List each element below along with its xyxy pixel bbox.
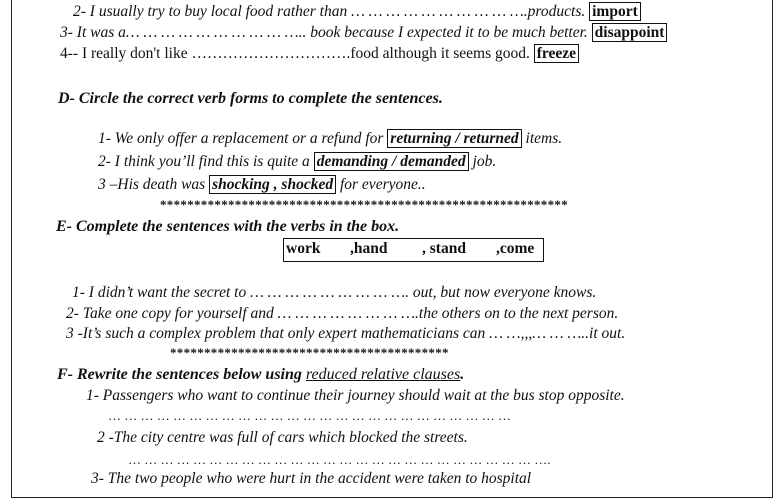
d-choice-1[interactable]: returning / returned [387, 129, 521, 148]
d-question-3: 3 –His death was shocking , shocked for everyone.. [98, 176, 426, 193]
c-question-2: 2- I usually try to buy local food rather than … … … … … … … … … ….products. import [73, 3, 641, 21]
c-word-box-import: import [589, 2, 641, 21]
e-verb-box [283, 238, 544, 262]
d-choice-3[interactable]: shocking , shocked [209, 175, 336, 194]
d-question-2: 2- I think you’ll find this is quite a demanding / demanded job. [98, 153, 497, 170]
d-choice-2[interactable]: demanding / demanded [314, 152, 469, 171]
e-verb-hand: ,hand [350, 240, 388, 257]
d-heading: D- Circle the correct verb forms to complete the sentences. [58, 90, 443, 107]
e-verb-come: ,come [496, 240, 535, 257]
f-question-1: 1- Passengers who want to continue their journey should wait at the bus stop opposite. [86, 387, 625, 404]
c-question-4: 4-- I really don't like ………………………….food although it seems good. freeze [60, 45, 579, 63]
e-star-divider: ***************************************** [170, 345, 449, 360]
e-question-3: 3 -It’s such a complex problem that only expert mathematicians can … …,,,… … …..it out. [66, 325, 626, 342]
d-star-divider: ************************************************************ [160, 197, 568, 212]
e-verb-stand: , stand [422, 240, 466, 257]
f-heading: F- Rewrite the sentences below using reduced relative clauses. [57, 366, 465, 383]
f-question-3: 3- The two people who were hurt in the accident were taken to hospital [91, 470, 532, 487]
e-heading: E- Complete the sentences with the verbs in the box. [56, 218, 400, 235]
c-question-3: 3- It was a… … … … … … … … … ….. book because I expected it to be much better. disappoint [60, 24, 667, 42]
f-answer-line-1[interactable]: … … … … … … … … … … … … … … … … … … … … … … … … … [108, 408, 511, 423]
f-heading-underlined-term: reduced relative clauses [305, 366, 461, 383]
e-question-1: 1- I didn’t want the secret to … … … … … … … … …. out, but now everyone knows. [72, 284, 597, 301]
c-word-box-disappoint: disappoint [592, 23, 668, 42]
e-question-2: 2- Take one copy for yourself and … … … … … … … ….the others on to the next person. [66, 305, 619, 322]
c-word-box-freeze: freeze [534, 44, 579, 63]
e-verb-work: work [286, 240, 321, 257]
d-question-1: 1- We only offer a replacement or a refund for returning / returned items. [98, 130, 563, 147]
f-question-2: 2 -The city centre was full of cars which blocked the streets. [97, 429, 468, 446]
f-answer-line-2[interactable]: … … … … … … … … … … … … … … … … … … … … … … … … … …. [128, 452, 551, 467]
